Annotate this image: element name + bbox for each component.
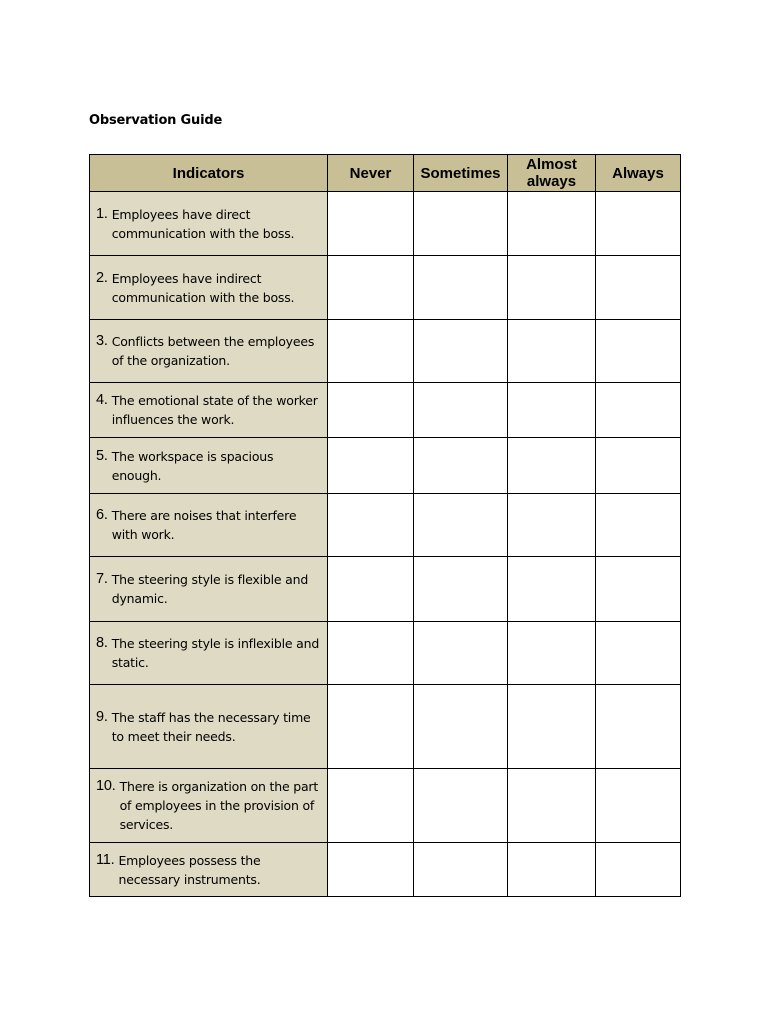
item-number: 10. xyxy=(96,778,116,794)
table-row xyxy=(90,320,681,383)
cell-never[interactable] xyxy=(328,843,414,897)
indicator-cell xyxy=(90,622,328,685)
cell-never[interactable] xyxy=(328,438,414,494)
cell-always[interactable] xyxy=(596,622,681,685)
cell-never[interactable] xyxy=(328,494,414,557)
cell-sometimes[interactable] xyxy=(414,256,508,320)
cell-sometimes[interactable] xyxy=(414,320,508,383)
cell-never[interactable] xyxy=(328,320,414,383)
cell-sometimes[interactable] xyxy=(414,769,508,843)
header-always: Always xyxy=(596,155,681,192)
table-row xyxy=(90,557,681,622)
cell-always[interactable] xyxy=(596,256,681,320)
item-number: 4. xyxy=(96,392,108,408)
cell-always[interactable] xyxy=(596,685,681,769)
header-row xyxy=(90,155,681,192)
item-number: 6. xyxy=(96,507,108,523)
item-text: There are noises that interfere with work. xyxy=(111,508,297,542)
cell-always[interactable] xyxy=(596,383,681,438)
table-row xyxy=(90,843,681,897)
cell-sometimes[interactable] xyxy=(414,685,508,769)
header-almost-always-label: Almost always xyxy=(526,156,577,190)
item-text: Employees have indirect communication with the boss. xyxy=(111,270,295,305)
header-sometimes: Sometimes xyxy=(414,155,508,192)
item-number: 8. xyxy=(96,635,108,651)
cell-always[interactable] xyxy=(596,438,681,494)
table-row xyxy=(90,769,681,843)
cell-almost-always[interactable] xyxy=(508,557,596,622)
indicator-cell xyxy=(90,494,328,557)
item-text: Employees possess the necessary instruments. xyxy=(118,852,261,887)
indicator-cell xyxy=(90,685,328,769)
cell-sometimes[interactable] xyxy=(414,494,508,557)
cell-always[interactable] xyxy=(596,320,681,383)
cell-almost-always[interactable] xyxy=(508,685,596,769)
table-row xyxy=(90,494,681,557)
table-row xyxy=(90,383,681,438)
item-text: The workspace is spacious enough. xyxy=(111,448,274,483)
cell-sometimes[interactable] xyxy=(414,557,508,622)
cell-sometimes[interactable] xyxy=(414,383,508,438)
cell-never[interactable] xyxy=(328,622,414,685)
cell-almost-always[interactable] xyxy=(508,320,596,383)
cell-sometimes[interactable] xyxy=(414,843,508,897)
indicator-cell xyxy=(90,192,328,256)
table-row xyxy=(90,438,681,494)
table-row xyxy=(90,192,681,256)
cell-never[interactable] xyxy=(328,685,414,769)
indicator-cell xyxy=(90,320,328,383)
cell-almost-always[interactable] xyxy=(508,383,596,438)
cell-almost-always[interactable] xyxy=(508,494,596,557)
item-number: 1. xyxy=(96,205,108,222)
cell-almost-always[interactable] xyxy=(508,438,596,494)
indicator-cell xyxy=(90,843,328,897)
cell-always[interactable] xyxy=(596,557,681,622)
cell-almost-always[interactable] xyxy=(508,256,596,320)
indicator-cell xyxy=(90,383,328,438)
item-number: 3. xyxy=(96,333,108,349)
item-text: The steering style is inflexible and static. xyxy=(111,636,320,670)
cell-always[interactable] xyxy=(596,494,681,557)
cell-sometimes[interactable] xyxy=(414,438,508,494)
item-text: Employees have direct communication with the boss. xyxy=(111,206,295,241)
cell-almost-always[interactable] xyxy=(508,843,596,897)
table-row xyxy=(90,685,681,769)
item-text: Conflicts between the employees of the organization. xyxy=(111,334,315,368)
cell-never[interactable] xyxy=(328,383,414,438)
item-text: The staff has the necessary time to meet their needs. xyxy=(111,709,311,744)
header-never: Never xyxy=(328,155,414,192)
cell-never[interactable] xyxy=(328,256,414,320)
cell-always[interactable] xyxy=(596,769,681,843)
item-number: 9. xyxy=(96,708,108,725)
item-number: 2. xyxy=(96,269,108,286)
cell-sometimes[interactable] xyxy=(414,192,508,256)
item-number: 11. xyxy=(96,851,115,868)
cell-almost-always[interactable] xyxy=(508,622,596,685)
item-number: 5. xyxy=(96,447,108,464)
item-text: There is organization on the part of employees in the provision of services. xyxy=(119,779,319,832)
indicator-cell xyxy=(90,438,328,494)
cell-always[interactable] xyxy=(596,192,681,256)
cell-sometimes[interactable] xyxy=(414,622,508,685)
item-text: The emotional state of the worker influences the work. xyxy=(111,393,318,427)
item-number: 7. xyxy=(96,571,108,587)
indicator-cell xyxy=(90,256,328,320)
table-row xyxy=(90,256,681,320)
item-text: The steering style is flexible and dynamic. xyxy=(111,572,309,606)
cell-never[interactable] xyxy=(328,192,414,256)
indicator-cell xyxy=(90,557,328,622)
indicator-cell xyxy=(90,769,328,843)
page-title: Observation Guide xyxy=(89,113,223,128)
cell-always[interactable] xyxy=(596,843,681,897)
cell-never[interactable] xyxy=(328,557,414,622)
table-row xyxy=(90,622,681,685)
cell-never[interactable] xyxy=(328,769,414,843)
header-indicators: Indicators xyxy=(90,155,328,192)
observation-table xyxy=(89,154,681,897)
cell-almost-always[interactable] xyxy=(508,192,596,256)
header-almost-always xyxy=(508,155,596,192)
cell-almost-always[interactable] xyxy=(508,769,596,843)
